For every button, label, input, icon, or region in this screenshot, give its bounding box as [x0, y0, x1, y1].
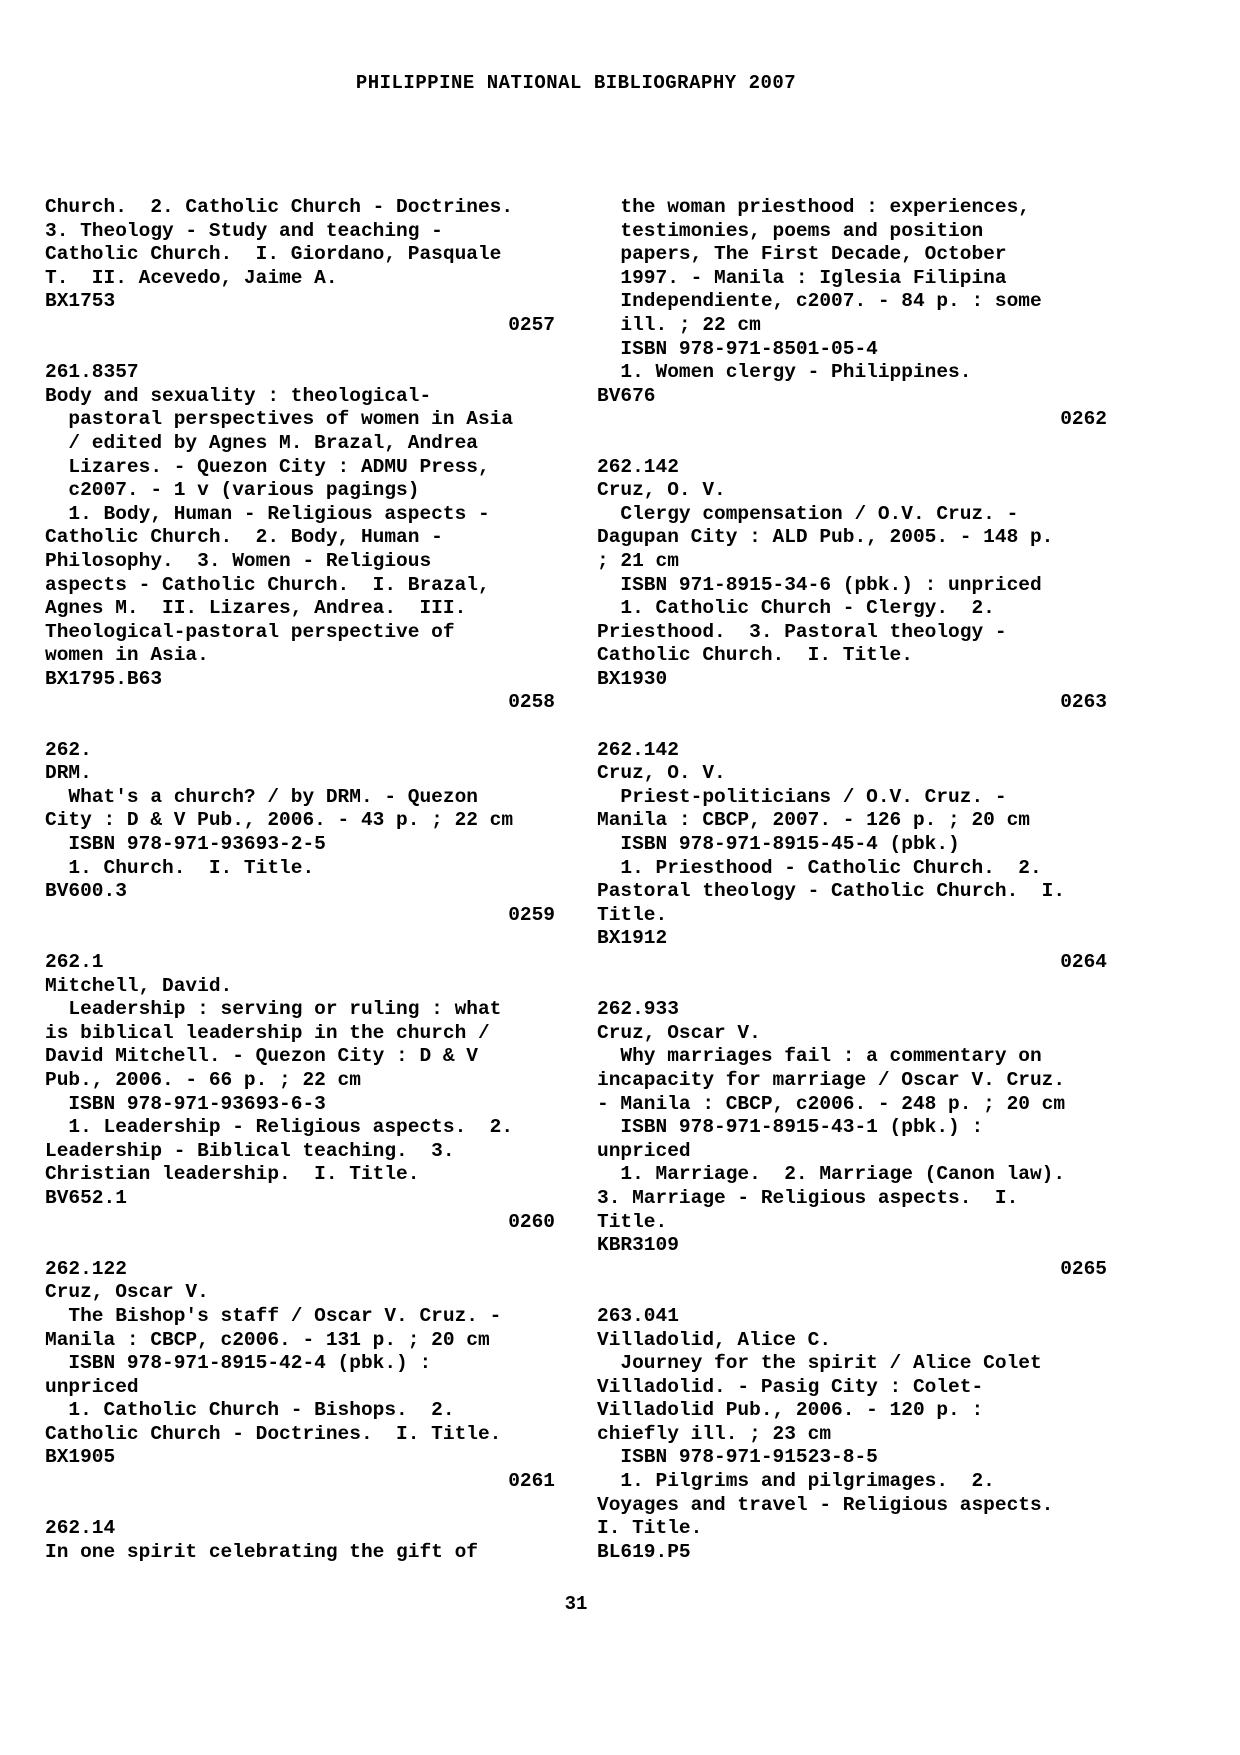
text-line: Villadolid. - Pasig City : Colet-: [597, 1375, 984, 1398]
text-line: [45, 338, 555, 362]
text-line: 1. Pilgrims and pilgrimages. 2.: [597, 1470, 995, 1493]
right-column: [597, 196, 1107, 1564]
text-line: 262.: [45, 738, 92, 761]
text-line: In one spirit celebrating the gift of: [45, 1540, 478, 1563]
text-line: [45, 927, 555, 951]
text-line: Title.: [597, 1210, 668, 1233]
text-line: 262.1: [45, 951, 104, 973]
text-line: 262.14: [45, 1517, 116, 1540]
text-line: 262.933: [597, 998, 679, 1021]
text-line: Cruz, Oscar V.: [45, 1281, 209, 1304]
text-line: / edited by Agnes M. Brazal, Andrea: [45, 431, 478, 454]
text-line: Leadership : serving or ruling : what: [45, 998, 502, 1021]
text-line: Why marriages fail : a commentary on: [597, 1045, 1042, 1068]
text-line: BV600.3: [45, 880, 127, 903]
entry-number: 0257: [508, 313, 555, 336]
entry-number: 0260: [508, 1210, 555, 1233]
text-line: [45, 1234, 555, 1258]
text-line: Manila : CBCP, c2006. - 131 p. ; 20 cm: [45, 1328, 490, 1351]
text-line: 1. Body, Human - Religious aspects -: [45, 502, 490, 525]
text-line: [597, 1281, 1107, 1305]
text-line: 1. Leadership - Religious aspects. 2.: [45, 1116, 514, 1139]
text-line: 1. Catholic Church - Clergy. 2.: [597, 597, 995, 620]
text-line: BX1905: [45, 1446, 116, 1469]
text-line: KBR3109: [597, 1234, 679, 1257]
text-line: 262.142: [597, 455, 679, 478]
text-line: BX1930: [597, 667, 668, 690]
text-line: Voyages and travel - Religious aspects.: [597, 1493, 1054, 1516]
text-line: the woman priesthood : experiences,: [597, 196, 1030, 218]
text-line: [597, 432, 1107, 456]
text-line: ISBN 978-971-93693-6-3: [45, 1092, 326, 1115]
text-line: Catholic Church. 2. Body, Human -: [45, 526, 443, 549]
text-line: pastoral perspectives of women in Asia: [45, 408, 514, 431]
text-line: ISBN 978-971-8915-43-1 (pbk.) :: [597, 1116, 984, 1139]
page-number: 31: [564, 1593, 588, 1615]
text-line: I. Title.: [597, 1517, 703, 1540]
text-line: incapacity for marriage / Oscar V. Cruz.: [597, 1068, 1066, 1091]
text-line: Agnes M. II. Lizares, Andrea. III.: [45, 597, 467, 620]
left-column: [45, 196, 555, 1564]
text-line: Priest-politicians / O.V. Cruz. -: [597, 785, 1007, 808]
text-line: BV652.1: [45, 1186, 127, 1209]
text-line: 1. Women clergy - Philippines.: [597, 361, 972, 384]
text-line: Cruz, O. V.: [597, 479, 726, 502]
text-line: Journey for the spirit / Alice Colet: [597, 1352, 1042, 1375]
text-line: papers, The First Decade, October: [597, 243, 1007, 266]
text-line: Priesthood. 3. Pastoral theology -: [597, 620, 1007, 643]
text-line: 1. Church. I. Title.: [45, 856, 315, 879]
text-line: Lizares. - Quezon City : ADMU Press,: [45, 455, 490, 478]
text-line: City : D & V Pub., 2006. - 43 p. ; 22 cm: [45, 809, 514, 832]
text-line: 1. Priesthood - Catholic Church. 2.: [597, 856, 1042, 879]
text-line: ISBN 978-971-8915-45-4 (pbk.): [597, 833, 960, 856]
text-line: 261.8357: [45, 361, 139, 384]
text-line: ISBN 978-971-91523-8-5: [597, 1446, 878, 1469]
text-line: What's a church? / by DRM. - Quezon: [45, 785, 478, 808]
entry-number: 0259: [508, 903, 555, 926]
text-line: The Bishop's staff / Oscar V. Cruz. -: [45, 1304, 502, 1327]
entry-number: 0262: [1060, 408, 1107, 431]
text-line: ill. ; 22 cm: [597, 313, 761, 336]
text-line: Leadership - Biblical teaching. 3.: [45, 1139, 455, 1162]
text-line: T. II. Acevedo, Jaime A.: [45, 266, 338, 289]
text-line: BL619.P5: [597, 1540, 691, 1563]
text-line: 3. Marriage - Religious aspects. I.: [597, 1186, 1019, 1209]
text-line: unpriced: [45, 1375, 139, 1398]
text-line: 1. Catholic Church - Bishops. 2.: [45, 1399, 455, 1422]
page-header: PHILIPPINE NATIONAL BIBLIOGRAPHY 2007: [355, 72, 797, 94]
text-line: - Manila : CBCP, c2006. - 248 p. ; 20 cm: [597, 1092, 1066, 1115]
text-line: Body and sexuality : theological-: [45, 384, 432, 407]
text-line: Villadolid Pub., 2006. - 120 p. :: [597, 1399, 984, 1422]
text-line: Christian leadership. I. Title.: [45, 1163, 420, 1186]
text-line: Philosophy. 3. Women - Religious: [45, 549, 432, 572]
text-line: Title.: [597, 903, 668, 926]
text-line: c2007. - 1 v (various pagings): [45, 479, 420, 502]
text-line: testimonies, poems and position: [597, 219, 984, 242]
text-line: aspects - Catholic Church. I. Brazal,: [45, 573, 490, 596]
text-line: [45, 1494, 555, 1518]
text-line: 262.142: [597, 738, 679, 761]
text-line: 1. Marriage. 2. Marriage (Canon law).: [597, 1163, 1066, 1186]
text-line: [597, 975, 1107, 999]
text-line: DRM.: [45, 762, 92, 785]
text-line: Independiente, c2007. - 84 p. : some: [597, 290, 1042, 313]
text-line: Cruz, O. V.: [597, 762, 726, 785]
text-line: Catholic Church. I. Giordano, Pasquale: [45, 243, 502, 266]
text-line: David Mitchell. - Quezon City : D & V: [45, 1045, 478, 1068]
text-line: Pub., 2006. - 66 p. ; 22 cm: [45, 1068, 361, 1091]
text-line: ISBN 978-971-93693-2-5: [45, 833, 326, 856]
text-line: Theological-pastoral perspective of: [45, 620, 455, 643]
text-line: 263.041: [597, 1304, 679, 1327]
text-line: Catholic Church. I. Title.: [597, 644, 913, 667]
entry-number: 0261: [508, 1470, 555, 1493]
text-line: Mitchell, David.: [45, 974, 233, 997]
text-line: Clergy compensation / O.V. Cruz. -: [597, 502, 1019, 525]
text-line: BX1912: [597, 927, 668, 950]
text-line: unpriced: [597, 1139, 691, 1162]
text-line: Manila : CBCP, 2007. - 126 p. ; 20 cm: [597, 809, 1030, 832]
text-line: 3. Theology - Study and teaching -: [45, 219, 443, 242]
entry-number: 0265: [1060, 1257, 1107, 1280]
text-line: [45, 715, 555, 739]
entry-number: 0258: [508, 691, 555, 714]
text-line: women in Asia.: [45, 644, 209, 667]
text-line: BV676: [597, 384, 656, 407]
text-line: Church. 2. Catholic Church - Doctrines.: [45, 196, 514, 218]
text-line: 262.122: [45, 1257, 127, 1280]
text-line: BX1753: [45, 290, 116, 313]
text-line: Villadolid, Alice C.: [597, 1328, 832, 1351]
text-line: 1997. - Manila : Iglesia Filipina: [597, 266, 1007, 289]
text-line: BX1795.B63: [45, 667, 163, 690]
entry-number: 0263: [1060, 691, 1107, 714]
text-line: [597, 715, 1107, 739]
text-line: ISBN 978-971-8501-05-4: [597, 337, 878, 360]
text-line: Cruz, Oscar V.: [597, 1021, 761, 1044]
text-line: Pastoral theology - Catholic Church. I.: [597, 880, 1066, 903]
text-line: ; 21 cm: [597, 549, 679, 572]
entry-number: 0264: [1060, 951, 1107, 973]
text-line: ISBN 971-8915-34-6 (pbk.) : unpriced: [597, 573, 1042, 596]
text-line: Catholic Church - Doctrines. I. Title.: [45, 1422, 502, 1445]
text-line: Dagupan City : ALD Pub., 2005. - 148 p.: [597, 526, 1054, 549]
text-line: chiefly ill. ; 23 cm: [597, 1422, 832, 1445]
text-line: is biblical leadership in the church /: [45, 1021, 490, 1044]
text-line: ISBN 978-971-8915-42-4 (pbk.) :: [45, 1352, 432, 1375]
